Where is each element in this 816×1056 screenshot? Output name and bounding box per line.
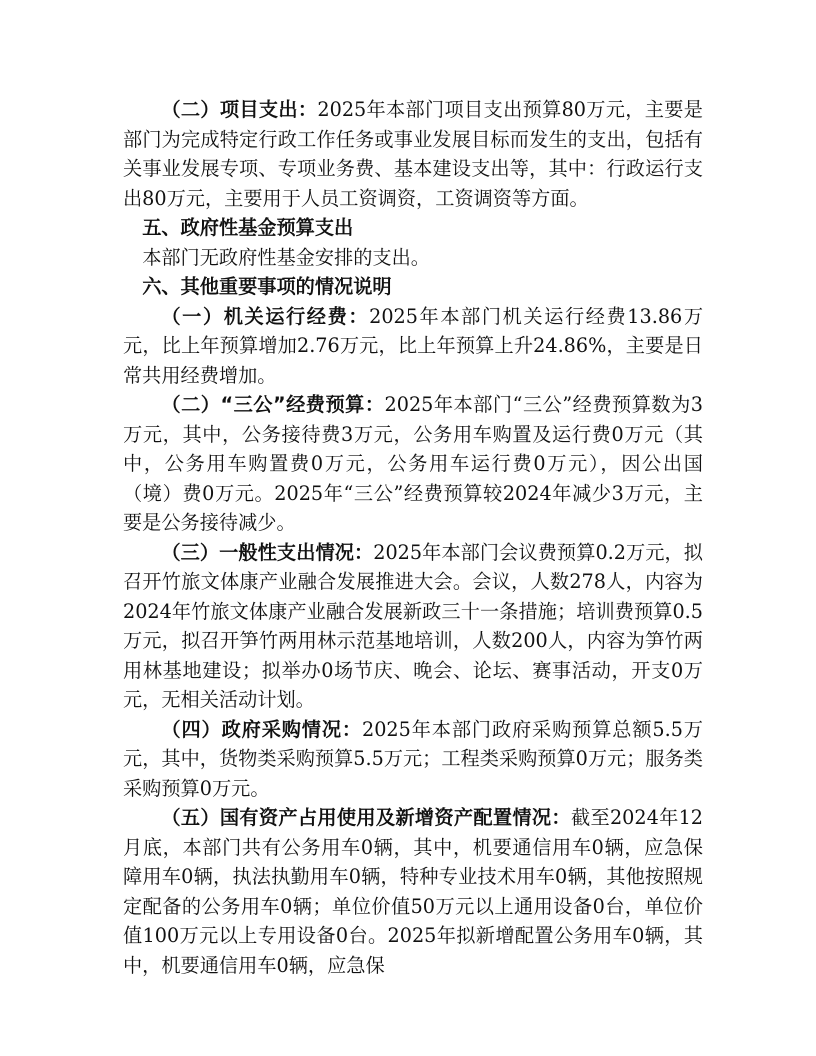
paragraph-lead: （四）政府采购情况： [161,717,362,741]
paragraph-lead: （一）机关运行经费： [161,304,370,328]
paragraph-lead: （五）国有资产占用使用及新增资产配置情况： [161,806,571,829]
paragraph-text: 截至2024年12月底，本部门共有公务用车0辆，其中，机要通信用车0辆，应急保障用车0辆，执法执勤用车0辆，特种专业技术用车0辆，其他按照规定配备的公务用车0辆；单位价值50万元以上通用设备0台，单位价值100万元以上专用设备0台。2025年拟新增配置公务用车0辆，其中，机要通信用车0辆，应急保 [123,806,704,977]
paragraph-text: 2025年本部门政府采购预算总额5.5万元，其中，货物类采购预算5.5万元；工程类采购预算0万元；服务类采购预算0万元。 [123,717,703,800]
paragraph-project-expenditure [123,95,703,213]
paragraph-three-public-funds [123,390,703,538]
paragraph-lead: （二）“三公”经费预算： [161,393,385,416]
paragraph-state-assets [123,803,703,980]
paragraph-lead: （三）一般性支出情况： [161,540,374,564]
paragraph-no-fund: 本部门无政府性基金安排的支出。 [142,245,430,269]
section-heading-other-matters: 六、其他重要事项的情况说明 [142,275,392,298]
paragraph-text: 2025年本部门会议费预算0.2万元，拟召开竹旅文体康产业融合发展推进大会。会议，人数278人，内容为2024年竹旅文体康产业融合发展新政三十一条措施；培训费预算0.5万元，拟召开笋竹两用林示范基地培训，人数200人，内容为笋竹两用林基地建设；拟举办0场节庆、晚会、论坛、赛事活动，开支0万元，无相关活动计划。 [123,540,703,711]
paragraph-text: 2025年本部门项目支出预算80万元，主要是部门为完成特定行政工作任务或事业发展目标而发生的支出，包括有关事业发展专项、专项业务费、基本建设支出等，其中：行政运行支出80万元，主要用于人员工资调资，工资调资等方面。 [123,98,703,210]
paragraph-general-expenditure [123,538,703,715]
paragraph-lead: （二）项目支出： [161,98,318,121]
section-heading-government-fund: 五、政府性基金预算支出 [142,216,354,239]
paragraph-operating-funds [123,302,703,391]
paragraph-text: 2025年本部门“三公”经费预算数为3万元，其中，公务接待费3万元，公务用车购置及运行费0万元（其中，公务用车购置费0万元，公务用车运行费0万元），因公出国（境）费0万元。2025年“三公”经费预算较2024年减少3万元，主要是公务接待减少。 [123,393,703,534]
paragraph-government-procurement [123,715,703,804]
paragraph-text: 2025年本部门机关运行经费13.86万元，比上年预算增加2.76万元，比上年预算上升24.86%，主要是日常共用经费增加。 [123,304,704,387]
document-body [123,95,703,980]
